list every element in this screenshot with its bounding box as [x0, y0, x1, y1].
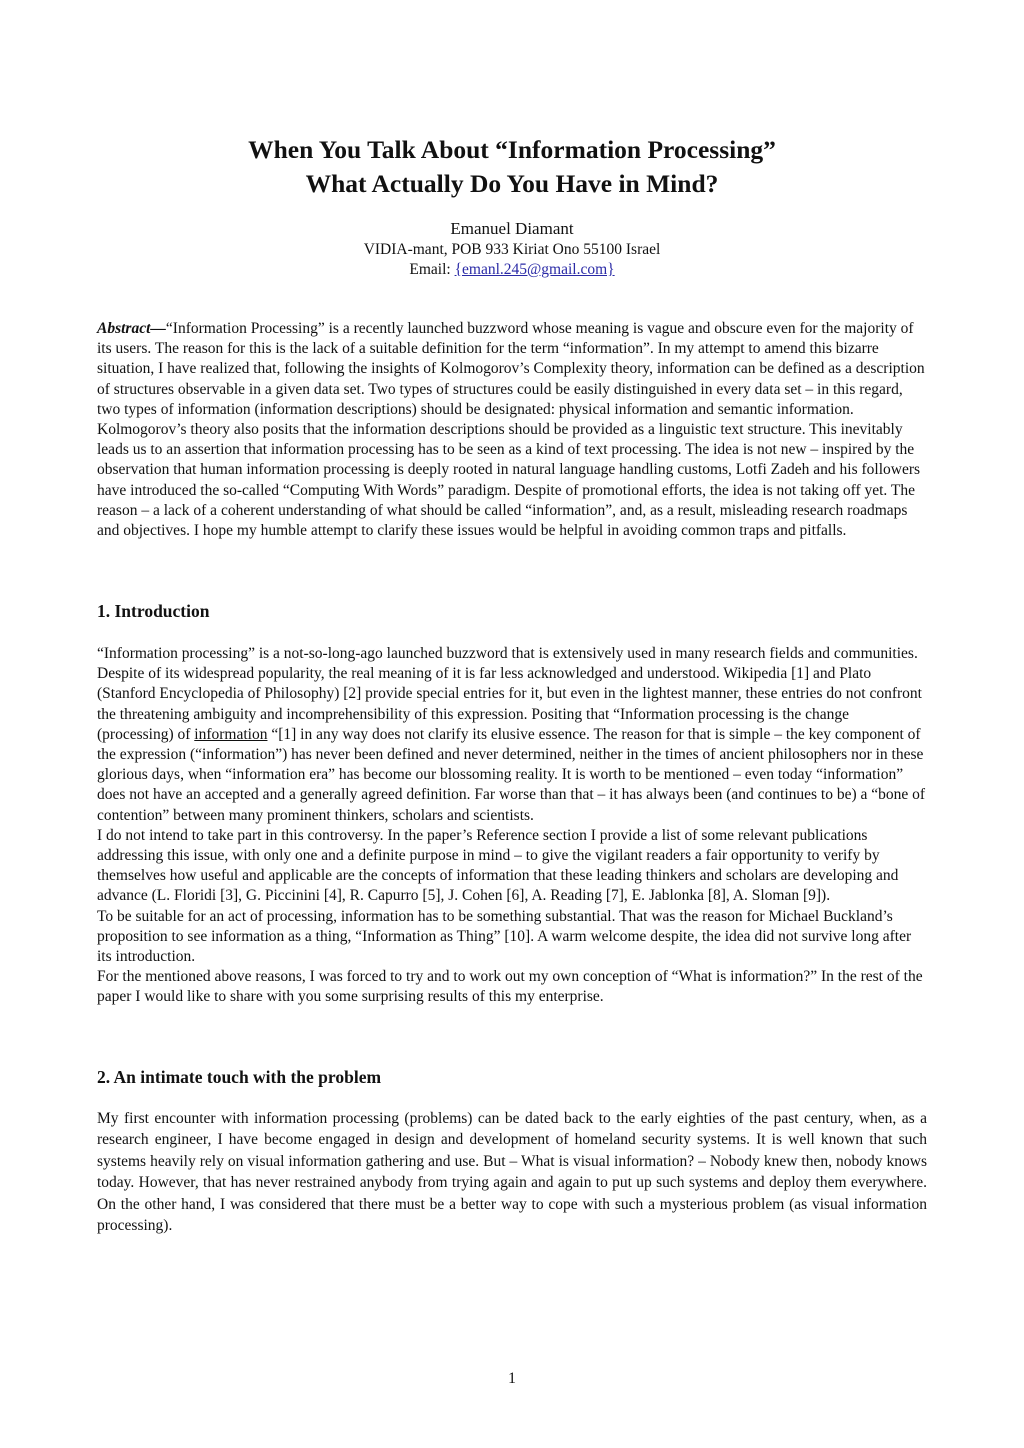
abstract-text: “Information Processing” is a recently launched buzzword whose meaning is vague and obscure even for the majority of its users. The reason for this is the lack of a suitable definition for the term “information”. In my attempt to amend this bizarre situation, I have realized that, following the insights of Kolmogorov’s Complexity theory, information can be defined as a description of structures observable in a given data set. Two types of structures could be easily distinguished in every data set – in this regard, two types of information (information descriptions) should be designated: physical information and semantic information. Kolmogorov’s theory also posits that the information descriptions should be provided as a linguistic text structure. This inevitably leads us to an assertion that information processing has to be seen as a kind of text processing. The idea is not new – inspired by the observation that human information processing is deeply rooted in natural language handling customs, Lotfi Zadeh and his followers have introduced the so-called “Computing With Words” paradigm. Despite of promotional efforts, the idea is not taking off yet. The reason – a lack of a coherent understanding of what should be called “information”, and, as a result, misleading research roadmaps and objectives. I hope my humble attempt to clarify these issues would be helpful in avoiding common traps and pitfalls. — [97, 320, 925, 540]
author-email-line — [97, 260, 927, 280]
section-1-paragraph-4: For the mentioned above reasons, I was forced to try and to work out my own conception of “What is information?” In the rest of the paper I would like to share with you some surprising results of this my enterprise. — [97, 968, 923, 1006]
section-1-p1-text-b: “[1] in any way does not clarify its elusive essence. The reason for that is simple – the key component of the expression (“information”) has never been defined and never determined, neither in the times of ancient philosophers nor in these glorious days, when “information era” has become our blossoming reality. It is worth to be mentioned – even today “information” does not have an accepted and a generally agreed definition. Far worse than that – it has always been (and continues to be) a “bone of contention” between many prominent thinkers, scholars and scientists. — [97, 725, 926, 824]
paper-title — [97, 133, 927, 201]
section-1-body — [97, 644, 927, 1008]
author-block — [97, 218, 927, 280]
email-label: Email: — [409, 261, 451, 278]
section-2-paragraph-1: My first encounter with information processing (problems) can be dated back to the early eighties of the past century, when, as a research engineer, I have become engaged in design and development of homeland security systems. It is well known that such systems heavily rely on visual information gathering and use. But – What is visual information? – Nobody knew then, nobody knows today. However, that has never restrained anybody from trying again and again to put up such systems and deploy them everywhere. On the other hand, I was considered that there must be a better way to cope with such a mysterious problem (as visual information processing). — [97, 1110, 927, 1235]
section-2-heading: 2. An intimate touch with the problem — [97, 1067, 382, 1087]
author-name: Emanuel Diamant — [450, 219, 574, 238]
title-line-2: What Actually Do You Have in Mind? — [305, 169, 719, 198]
abstract — [97, 319, 927, 541]
section-1-p1-text-a: “Information processing” is a not-so-long-ago launched buzzword that is extensively used in many research fields and communities. Despite of its widespread popularity, the real meaning of it is far less acknowledged and understood. Wikipedia [1] and Plato (Stanford Encyclopedia of Philosophy) [2] provide special entries for it, but even in the lightest manner, these entries do not confront the threatening ambiguity and incomprehensibility of this expression. Positing that “Information processing is the change (processing) of — [97, 645, 922, 743]
section-1-heading: 1. Introduction — [97, 601, 210, 621]
author-affiliation: VIDIA-mant, POB 933 Kiriat Ono 55100 Israel — [363, 241, 661, 258]
paper-page — [97, 0, 927, 1448]
section-1-paragraph-1 — [97, 644, 927, 826]
section-1-paragraph-3: To be suitable for an act of processing, information has to be something substantial. That was the reason for Michael Buckland’s proposition to see information as a thing, “Information as Thing” [10]. A warm welcome despite, the idea did not survive long after its introduction. — [97, 907, 912, 966]
email-link[interactable]: {emanl.245@gmail.com} — [454, 261, 615, 278]
section-1-paragraph-2: I do not intend to take part in this controversy. In the paper’s Reference section I provide a list of some relevant publications addressing this issue, with only one and a definite purpose in mind – to give the vigilant readers a fair opportunity to verify by themselves how useful and applicable are the concepts of information that these leading thinkers and scholars are developing and advance (L. Floridi [3], G. Piccinini [4], R. Capurro [5], J. Cohen [6], A. Reading [7], E. Jablonka [8], A. Sloman [9]). — [97, 826, 899, 905]
information-link[interactable]: information — [194, 725, 268, 743]
abstract-label: Abstract— — [97, 320, 166, 337]
title-line-1: When You Talk About “Information Processing” — [248, 135, 776, 164]
page-number: 1 — [508, 1370, 516, 1387]
